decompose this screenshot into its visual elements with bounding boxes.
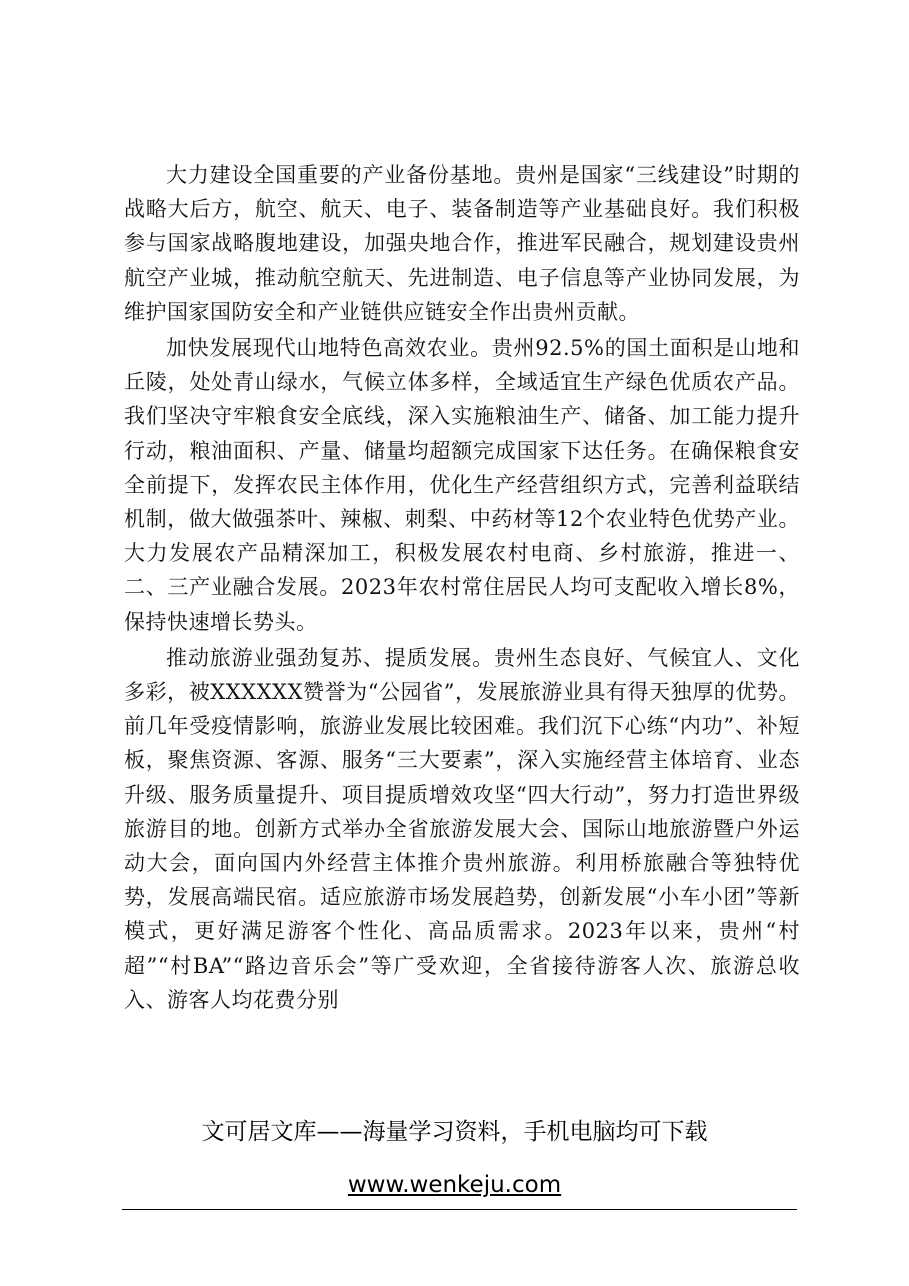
paragraph-industry-backup: 大力建设全国重要的产业备份基地。贵州是国家“三线建设”时期的战略大后方，航空、航天、电子、装备制造等产业基础良好。我们积极参与国家战略腹地建设，加强央地合作，推进军民融合，规划建设贵州航空产业城，推动航空航天、先进制造、电子信息等产业协同发展，为维护国家国防安全和产业链供应链安全作出贵州贡献。 [124, 163, 800, 324]
paragraph-tourism: 推动旅游业强劲复苏、提质发展。贵州生态良好、气候宜人、文化多彩，被XXXXXX赞誉为“公园省”，发展旅游业具有得天独厚的优势。前几年受疫情影响，旅游业发展比较困难。我们沉下心练“内功”、补短板，聚焦资源、客源、服务“三大要素”，深入实施经营主体培育、业态升级、服务质量提升、项目提质增效攻坚“四大行动”，努力打造世界级旅游目的地。创新方式举办全省旅游发展大会、国际山地旅游暨户外运动大会，面向国内外经营主体推介贵州旅游。利用桥旅融合等独特优势，发展高端民宿。适应旅游市场发展趋势，创新发展“小车小团”等新模式，更好满足游客个性化、高品质需求。2023年以来，贵州“村超”“村BA”“路边音乐会”等广受欢迎，全省接待游客人次、旅游总收入、游客人均花费分别 [124, 645, 800, 1012]
footer-divider [122, 1209, 797, 1210]
footer-banner: 文可居文库——海量学习资料，手机电脑均可下载 [201, 1119, 708, 1145]
document-body [124, 158, 800, 1019]
paragraph-agriculture: 加快发展现代山地特色高效农业。贵州92.5%的国土面积是山地和丘陵，处处青山绿水，气候立体多样，全域适宜生产绿色优质农产品。我们坚决守牢粮食安全底线，深入实施粮油生产、储备、加工能力提升行动，粮油面积、产量、储量均超额完成国家下达任务。在确保粮食安全前提下，发挥农民主体作用，优化生产经营组织方式，完善利益联结机制，做大做强茶叶、辣椒、刺梨、中药材等12个农业特色优势产业。大力发展农产品精深加工，积极发展农村电商、乡村旅游，推进一、二、三产业融合发展。2023年农村常住居民人均可支配收入增长8%，保持快速增长势头。 [124, 336, 800, 634]
footer-url-link[interactable]: www.wenkeju.com [347, 1172, 562, 1198]
